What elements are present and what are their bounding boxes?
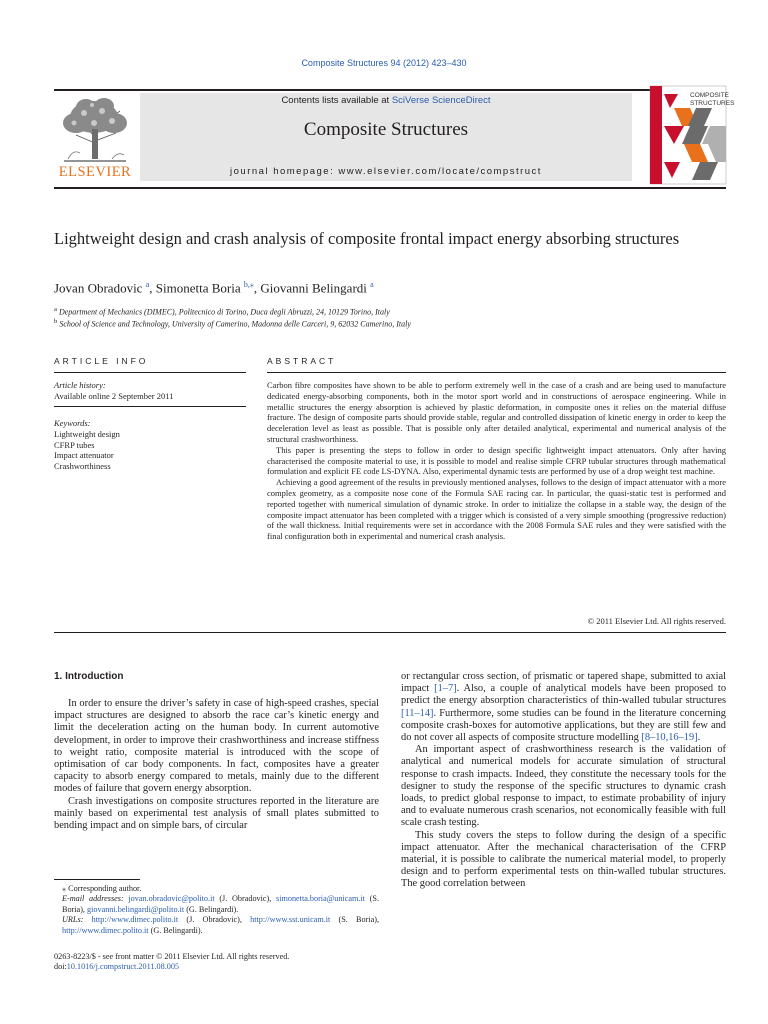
footnotes — [54, 884, 379, 936]
author-separator: , — [253, 280, 261, 296]
author-list — [54, 280, 714, 296]
sciencedirect-link[interactable]: SciVerse ScienceDirect — [391, 95, 491, 106]
history-rule — [54, 406, 246, 407]
header-rule — [54, 187, 726, 189]
email-addresses: E-mail addresses: jovan.obradovic@polito.it (J. Obradovic), simonetta.boria@unicam.it (S. Boria), giovanni.belingardi@polito.it (G. Belingardi). — [62, 894, 379, 914]
abstract-paragraph: This paper is presenting the steps to follow in order to design specific lightweight impact attenuators. Only after having characterised the composite material to use, it is possible to model and realise simple CFRP tubular structures through mathematical formulation and explicit FE code LS-DYNA. Also, experimental dynamic tests are performed by use of a drop weight test machine. — [267, 444, 726, 477]
abstract-paragraph: Carbon fibre composites have shown to be able to perform extremely well in the case of a crash and are being used to manufacture dedicated energy-absorbing components, both in the motor sport world and in constructions of aerospace engineering. While in metallic structures the energy absorption is achieved by plastic deformation, in composite ones it relies on the material diffuse fracture. The design of composite parts should provide stable, regular and controlled dissipation of kinetic energy in order to keep the deceleration level as least as possible. That is possible only after detailed analytical, experimental and numerical analysis of the structural crashworthiness. — [267, 380, 726, 444]
body-paragraph: In order to ensure the driver’s safety in case of high-speed crashes, special impact structures are designed to absorb the race car’s kinetic energy and limit the deceleration acting on the human body. In current automotive development, in order to improve their crashworthiness and increase stiffness to weight ratio, composite material is introduced with the scope of optimisation of car body components. In fact, composites have a greater capacity to absorb energy compared to metals, mainly due to the different modes of failure that govern energy absorption. — [54, 698, 379, 795]
article-title: Lightweight design and crash analysis of composite frontal impact energy absorbing structures — [54, 229, 680, 248]
citation-link[interactable]: [11–14] — [401, 707, 434, 719]
journal-cover-image — [650, 86, 735, 184]
body-paragraph: An important aspect of crashworthiness research is the validation of analytical and numerical models for accurate simulation of structural response to crash impacts. Indeed, they constitute the necessary tools for the designer to study the response of the specific structures to dynamic crash loads, to predict global response to impact, to estimate probability of injury and to evaluate numerous crash scenarios, not economically feasible with full scale crash testing. — [401, 744, 726, 829]
author-affiliation-marker[interactable]: b,⁎ — [243, 280, 254, 289]
journal-homepage[interactable]: journal homepage: www.elsevier.com/locate/compstruct — [230, 166, 542, 177]
doi-link[interactable]: 10.1016/j.compstruct.2011.08.005 — [66, 962, 180, 972]
journal-reference[interactable]: Composite Structures 94 (2012) 423–430 — [301, 58, 467, 68]
journal-title: Composite Structures — [303, 119, 469, 140]
keyword-item: Impact attenuator — [54, 450, 114, 461]
contents-line: Contents lists available at SciVerse ScienceDirect — [281, 95, 491, 106]
url-link[interactable]: http://www.sst.unicam.it — [250, 915, 331, 925]
affiliation-b: $^b$ School of Science and Technology, University of Camerino, Madonna delle Carceri, 9, 62032 Camerino, Italy — [54, 318, 411, 329]
keyword-item: CFRP tubes — [54, 439, 95, 450]
abstract-paragraph: Achieving a good agreement of the results in previously mentioned analyses, follows to the design of impact attenuator with a more complex geometry, as a composite nose cone of the Formula SAE racing car. In particular, the quasi-static test is performed and reported together with numerical simulation of dynamic stroke. In order to initialize the collapse in a stable way, the design of the composite impact attenuator has been completed with a trigger which is consisted of a very simple smoothing (progressive reduction) of the wall thickness. Initial requirements were set in accordance with the 2008 Formula SAE rules and they were satisfied with the final configuration both in experimental and numerical crash analysis. — [267, 477, 726, 542]
keyword-item: Crashworthiness — [54, 461, 111, 472]
abstract-rule — [267, 372, 726, 373]
email-link[interactable]: jovan.obradovic@polito.it — [128, 894, 215, 904]
citation-link[interactable]: [8–10,16–19] — [641, 732, 698, 744]
keywords-block: Keywords: Lightweight design CFRP tubes Impact attenuator Crashworthiness — [54, 418, 246, 472]
article-info-rule — [54, 372, 246, 373]
issn-line: 0263-8223/$ - see front matter © 2011 Elsevier Ltd. All rights reserved. — [54, 952, 290, 961]
intro-right-column — [401, 671, 726, 891]
doi-line: doi:10.1016/j.compstruct.2011.08.005 — [54, 962, 180, 972]
citation-link[interactable]: [1–7] — [434, 683, 457, 695]
affiliation-a: $^a$ Department of Mechanics (DIMEC), Politecnico di Torino, Duca degli Abruzzi, 24, 10129 Torino, Italy — [54, 306, 390, 317]
corresponding-author-note: ⁎ Corresponding author. — [62, 884, 142, 893]
body-paragraph: Crash investigations on composite structures reported in the literature are mainly based on experimental test analysis of small plates submitted to bending impact and on simple bars, of circular — [54, 795, 379, 832]
copyright-notice: © 2011 Elsevier Ltd. All rights reserved. — [587, 616, 726, 626]
author-affiliation-marker[interactable]: a — [370, 280, 374, 289]
cover-title-line-1: COMPOSITE — [690, 92, 730, 99]
article-info-heading: ARTICLE INFO — [54, 356, 149, 366]
publisher-wordmark: ELSEVIER — [58, 164, 132, 180]
author-affiliation-marker[interactable]: a — [145, 280, 150, 289]
author-separator: , — [149, 280, 156, 296]
page-footer — [54, 952, 454, 973]
article-history: Article history: Available online 2 September 2011 — [54, 380, 174, 401]
section-heading-introduction: 1. Introduction — [54, 671, 124, 682]
cover-title-line-2: STRUCTURES — [690, 100, 735, 107]
footnote-rule — [54, 879, 140, 880]
abstract-heading: ABSTRACT — [267, 356, 337, 366]
author-name: Giovanni Belingardi — [260, 280, 367, 296]
abstract-body — [267, 380, 726, 542]
url-link[interactable]: http://www.dimec.polito.it — [91, 915, 179, 925]
author-name: Jovan Obradovic — [54, 280, 143, 296]
urls-note: URLs: http://www.dimec.polito.it (J. Obradovic), http://www.sst.unicam.it (S. Boria), http://www.dimec.polito.it (G. Belingardi). — [62, 915, 379, 935]
author-name: Simonetta Boria — [155, 280, 241, 296]
keyword-item: Lightweight design — [54, 428, 120, 439]
email-link[interactable]: simonetta.boria@unicam.it — [276, 894, 365, 904]
email-link[interactable]: giovanni.belingardi@polito.it — [87, 904, 185, 914]
url-link[interactable]: http://www.dimec.polito.it — [62, 925, 149, 935]
abstract-end-rule — [54, 632, 726, 633]
body-paragraph: or rectangular cross section, of prismatic or tapered shape, submitted to axial impact [1–7]. Also, a couple of analytical models have been proposed to predict the energy absorption characteristics of thin-walled tubular structures [11–14]. Furthermore, some studies can be found in the literature concerning composite crash-boxes for automotive applications, but they are still few and do not cover all aspects of composite structure modelling [8–10,16–19]. — [401, 671, 727, 744]
body-paragraph: This study covers the steps to follow during the design of a specific impact attenuator. After the mechanical characterisation of the CFRP material, it is possible to calibrate the numerical material model, to properly design and to perform experimental tests on thin-walled tubular structures. The good correlation between — [401, 829, 726, 890]
intro-left-column — [54, 698, 379, 832]
